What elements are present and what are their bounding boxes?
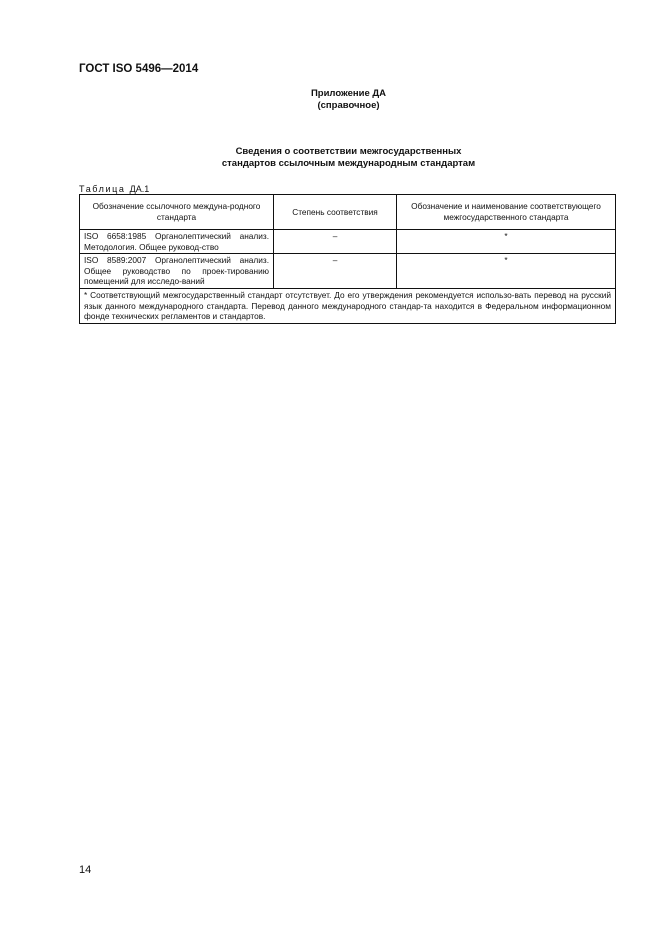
table-row: [80, 254, 616, 289]
table-footnote: * Соответствующий межгосударственный стандарт отсутствует. До его утверждения рекомендуется использо-вать перевод на русский язык данного международного стандарта. Перевод данного международного стандар-та находится в Федеральном информационном фонде технических регламентов и стандартов.: [80, 288, 616, 323]
cell-interstate: *: [397, 254, 616, 289]
section-title: [0, 146, 661, 170]
column-header-degree: Степень соответствия: [274, 195, 397, 230]
column-header-interstate: Обозначение и наименование соответствующего межгосударственного стандарта: [397, 195, 616, 230]
table-caption: [79, 184, 149, 194]
annex-subtitle: (справочное): [317, 100, 380, 111]
cell-degree: –: [274, 254, 397, 289]
table-footnote-row: [80, 288, 616, 323]
section-title-line-1: Сведения о соответствии межгосударственных: [235, 146, 462, 157]
page-number: 14: [79, 864, 92, 876]
cell-reference: ISO 8589:2007 Органолептический анализ. Общее руководство по проек-тированию помещений для исследо-ваний: [80, 254, 274, 289]
cell-interstate: *: [397, 230, 616, 254]
table-caption-number: ДА.1: [129, 184, 150, 194]
annex-title: Приложение ДА: [310, 88, 387, 99]
annex-heading: [0, 88, 661, 112]
cell-degree: –: [274, 230, 397, 254]
table-header-row: [80, 195, 616, 230]
table-caption-prefix: Таблица: [79, 184, 126, 194]
document-code: ГОСТ ISO 5496—2014: [79, 63, 199, 75]
column-header-reference: Обозначение ссылочного междуна-родного стандарта: [80, 195, 274, 230]
section-title-line-2: стандартов ссылочным международным стандартам: [221, 158, 476, 169]
cell-reference: ISO 6658:1985 Органолептический анализ. Методология. Общее руковод-ство: [80, 230, 274, 254]
table-row: [80, 230, 616, 254]
correspondence-table: [79, 194, 616, 324]
